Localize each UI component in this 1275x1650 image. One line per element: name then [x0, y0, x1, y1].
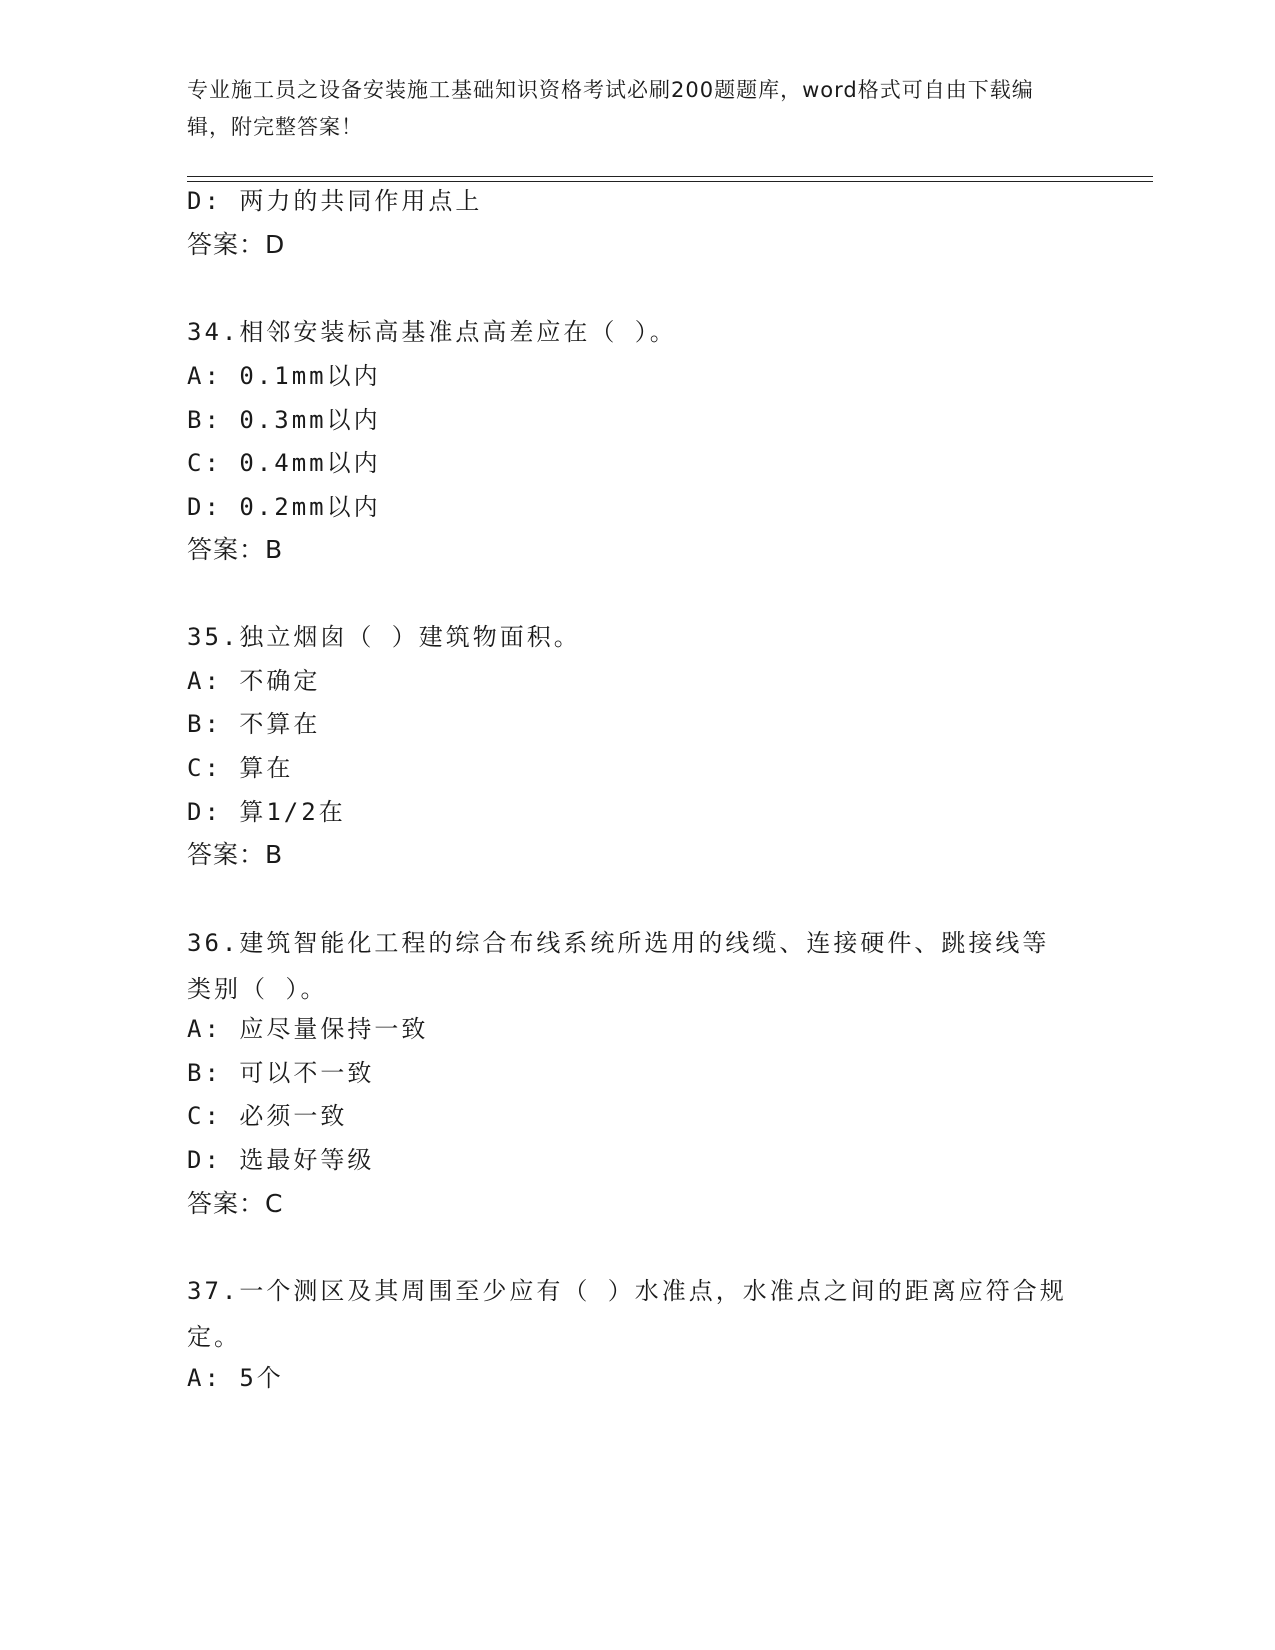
question-34-stem: 34.相邻安装标高基准点高差应在（ ）。 — [187, 318, 677, 346]
question-36-option-d: D: 选最好等级 — [187, 1146, 375, 1174]
question-37-option-a: A: 5个 — [187, 1364, 284, 1392]
question-37-stem: 37.一个测区及其周围至少应有（ ）水准点，水准点之间的距离应符合规定。 — [187, 1277, 1067, 1351]
question-35-answer: 答案：B — [187, 840, 284, 869]
question-34-answer: 答案：B — [187, 535, 284, 564]
question-36-option-b: B: 可以不一致 — [187, 1059, 375, 1087]
question-35-option-a: A: 不确定 — [187, 667, 321, 695]
question-35-option-b: B: 不算在 — [187, 710, 321, 738]
question-34-option-b: B: 0.3mm以内 — [187, 406, 381, 434]
question-36-option-a: A: 应尽量保持一致 — [187, 1015, 429, 1043]
prev-option-d: D: 两力的共同作用点上 — [187, 187, 483, 215]
question-36-stem: 36.建筑智能化工程的综合布线系统所选用的线缆、连接硬件、跳接线等类别（ ）。 — [187, 929, 1050, 1003]
question-35-stem: 35.独立烟囱（ ）建筑物面积。 — [187, 623, 581, 651]
header-rule-bottom — [187, 181, 1153, 182]
question-35-option-c: C: 算在 — [187, 754, 294, 782]
prev-answer: 答案：D — [187, 230, 286, 259]
question-34-option-d: D: 0.2mm以内 — [187, 493, 381, 521]
question-36-option-c: C: 必须一致 — [187, 1102, 348, 1130]
question-34-option-c: C: 0.4mm以内 — [187, 449, 381, 477]
document-header: 专业施工员之设备安装施工基础知识资格考试必刷200题题库，word格式可自由下载编辑，附完整答案！ — [187, 78, 1034, 139]
question-36-answer: 答案：C — [187, 1189, 284, 1218]
question-34-option-a: A: 0.1mm以内 — [187, 362, 381, 390]
header-rule-top — [187, 176, 1153, 177]
question-35-option-d: D: 算1/2在 — [187, 798, 346, 826]
